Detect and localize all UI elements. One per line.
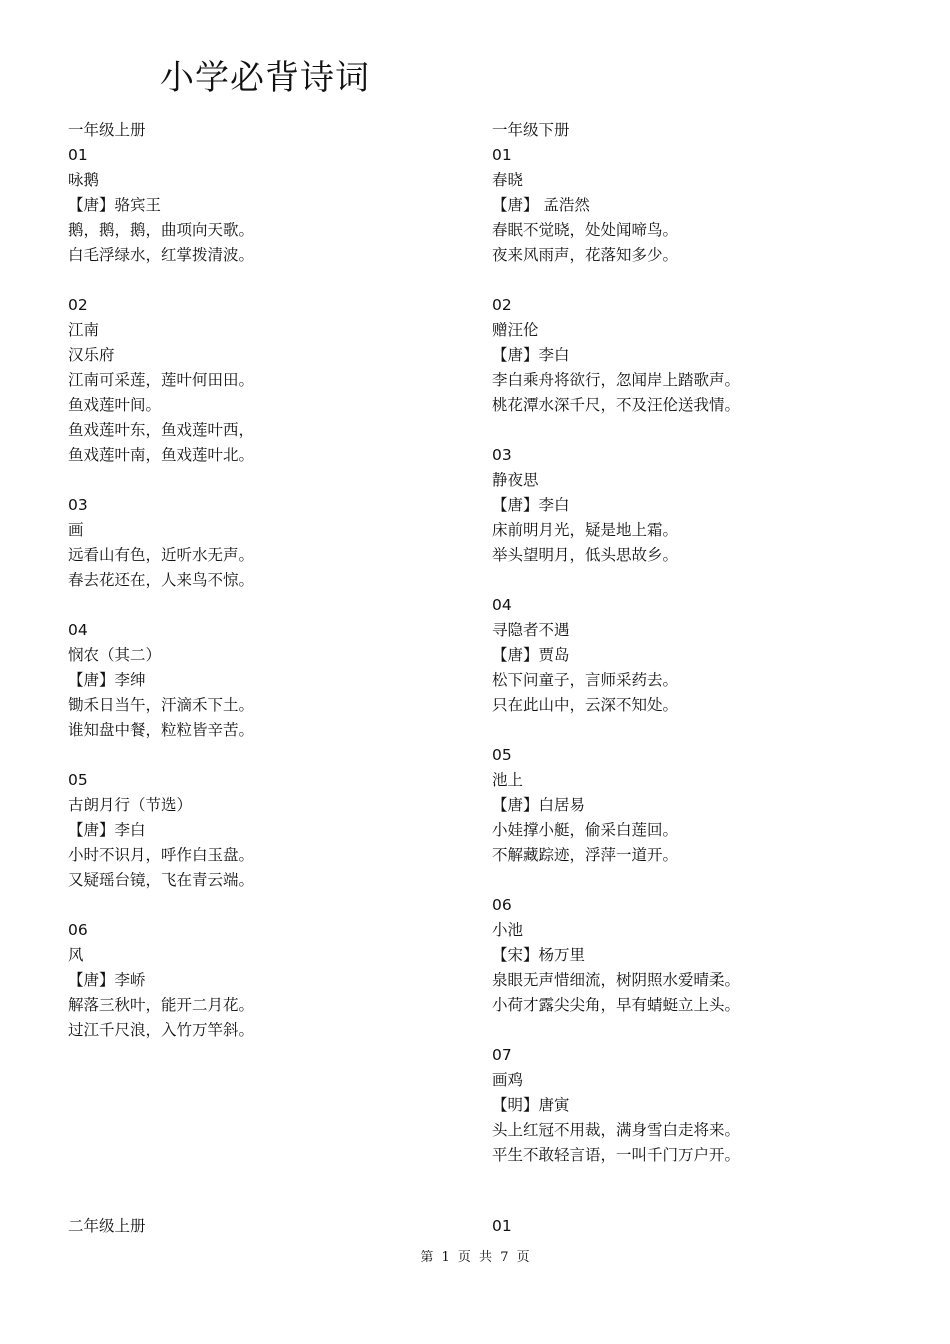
poem-line: 鱼戏莲叶东，鱼戏莲叶西， [68, 421, 255, 439]
poem-spacer [68, 893, 468, 918]
poem-title: 古朗月行（节选） [68, 796, 193, 814]
poem-line: 泉眼无声惜细流，树阴照水爱晴柔。 [492, 971, 741, 989]
poem-author: 【唐】贾岛 [492, 646, 570, 664]
poem-spacer [492, 418, 892, 443]
poem-title: 赠汪伦 [492, 321, 539, 339]
section-heading: 一年级上册 [68, 121, 146, 139]
poem-title: 悯农（其二） [68, 646, 162, 664]
poem-author: 【唐】骆宾王 [68, 196, 162, 214]
poem-number: 06 [68, 921, 88, 939]
poem-number: 02 [68, 296, 88, 314]
poem-number: 04 [68, 621, 88, 639]
poem-line: 解落三秋叶，能开二月花。 [68, 996, 255, 1014]
poem-line: 夜来风雨声，花落知多少。 [492, 246, 679, 264]
poem-title: 小池 [492, 921, 524, 939]
poem-title: 静夜思 [492, 471, 539, 489]
poem-author: 【唐】李白 [68, 821, 146, 839]
poem-line: 举头望明月，低头思故乡。 [492, 546, 679, 564]
poem-number: 07 [492, 1046, 512, 1064]
poem-title: 江南 [68, 321, 100, 339]
poem-line: 远看山有色，近听水无声。 [68, 546, 255, 564]
poem-spacer [68, 743, 468, 768]
page-title: 小学必背诗词 [160, 58, 370, 98]
poem-author: 【唐】李绅 [68, 671, 146, 689]
poem-line: 过江千尺浪，入竹万竿斜。 [68, 1021, 255, 1039]
poem-spacer [68, 593, 468, 618]
poem-number-next: 01 [492, 1217, 512, 1235]
section-heading-next: 二年级上册 [68, 1217, 146, 1235]
poem-author: 【唐】白居易 [492, 796, 586, 814]
column-right [492, 118, 892, 1168]
poem-author: 汉乐府 [68, 346, 115, 364]
page-footer: 第 1 页 共 7 页 [420, 1250, 530, 1265]
poem-line: 小娃撑小艇，偷采白莲回。 [492, 821, 679, 839]
poem-line: 不解藏踪迹，浮萍一道开。 [492, 846, 679, 864]
poem-title: 春晓 [492, 171, 524, 189]
poem-number: 01 [68, 146, 88, 164]
poem-line: 桃花潭水深千尺，不及汪伦送我情。 [492, 396, 741, 414]
poem-author: 【唐】李峤 [68, 971, 146, 989]
poem-spacer [68, 468, 468, 493]
poem-title: 画 [68, 521, 84, 539]
poem-line: 鱼戏莲叶南，鱼戏莲叶北。 [68, 446, 255, 464]
poem-line: 又疑瑶台镜，飞在青云端。 [68, 871, 255, 889]
poem-author: 【明】唐寅 [492, 1096, 570, 1114]
poem-author: 【唐】李白 [492, 496, 570, 514]
poem-line: 小荷才露尖尖角，早有蜻蜓立上头。 [492, 996, 741, 1014]
poem-number: 05 [68, 771, 88, 789]
poem-title: 寻隐者不遇 [492, 621, 570, 639]
poem-line: 锄禾日当午，汗滴禾下土。 [68, 696, 255, 714]
poem-author: 【唐】李白 [492, 346, 570, 364]
poem-number: 02 [492, 296, 512, 314]
poem-title: 画鸡 [492, 1071, 524, 1089]
poem-line: 谁知盘中餐，粒粒皆辛苦。 [68, 721, 255, 739]
poem-title: 池上 [492, 771, 524, 789]
column-left [68, 118, 468, 1043]
poem-line: 春眠不觉晓，处处闻啼鸟。 [492, 221, 679, 239]
poem-spacer [492, 718, 892, 743]
poem-spacer [492, 568, 892, 593]
poem-title: 咏鹅 [68, 171, 100, 189]
poem-line: 小时不识月，呼作白玉盘。 [68, 846, 255, 864]
poem-number: 03 [68, 496, 88, 514]
section-heading: 一年级下册 [492, 121, 570, 139]
poem-line: 春去花还在，人来鸟不惊。 [68, 571, 255, 589]
poem-author: 【唐】 孟浩然 [492, 196, 590, 214]
poem-title: 风 [68, 946, 84, 964]
poem-spacer [492, 868, 892, 893]
poem-number: 03 [492, 446, 512, 464]
poem-number: 05 [492, 746, 512, 764]
poem-line: 松下问童子，言师采药去。 [492, 671, 679, 689]
poem-spacer [492, 1018, 892, 1043]
poem-spacer [492, 268, 892, 293]
poem-line: 江南可采莲，莲叶何田田。 [68, 371, 255, 389]
poem-number: 01 [492, 146, 512, 164]
poem-line: 李白乘舟将欲行，忽闻岸上踏歌声。 [492, 371, 741, 389]
poem-line: 只在此山中，云深不知处。 [492, 696, 679, 714]
poem-author: 【宋】杨万里 [492, 946, 586, 964]
poem-line: 平生不敢轻言语，一叫千门万户开。 [492, 1146, 741, 1164]
poem-spacer [68, 268, 468, 293]
poem-number: 04 [492, 596, 512, 614]
poem-line: 头上红冠不用裁，满身雪白走将来。 [492, 1121, 741, 1139]
poem-line: 鱼戏莲叶间。 [68, 396, 162, 414]
poem-line: 床前明月光，疑是地上霜。 [492, 521, 679, 539]
poem-number: 06 [492, 896, 512, 914]
poem-line: 白毛浮绿水，红掌拨清波。 [68, 246, 255, 264]
poem-line: 鹅，鹅，鹅，曲项向天歌。 [68, 221, 255, 239]
